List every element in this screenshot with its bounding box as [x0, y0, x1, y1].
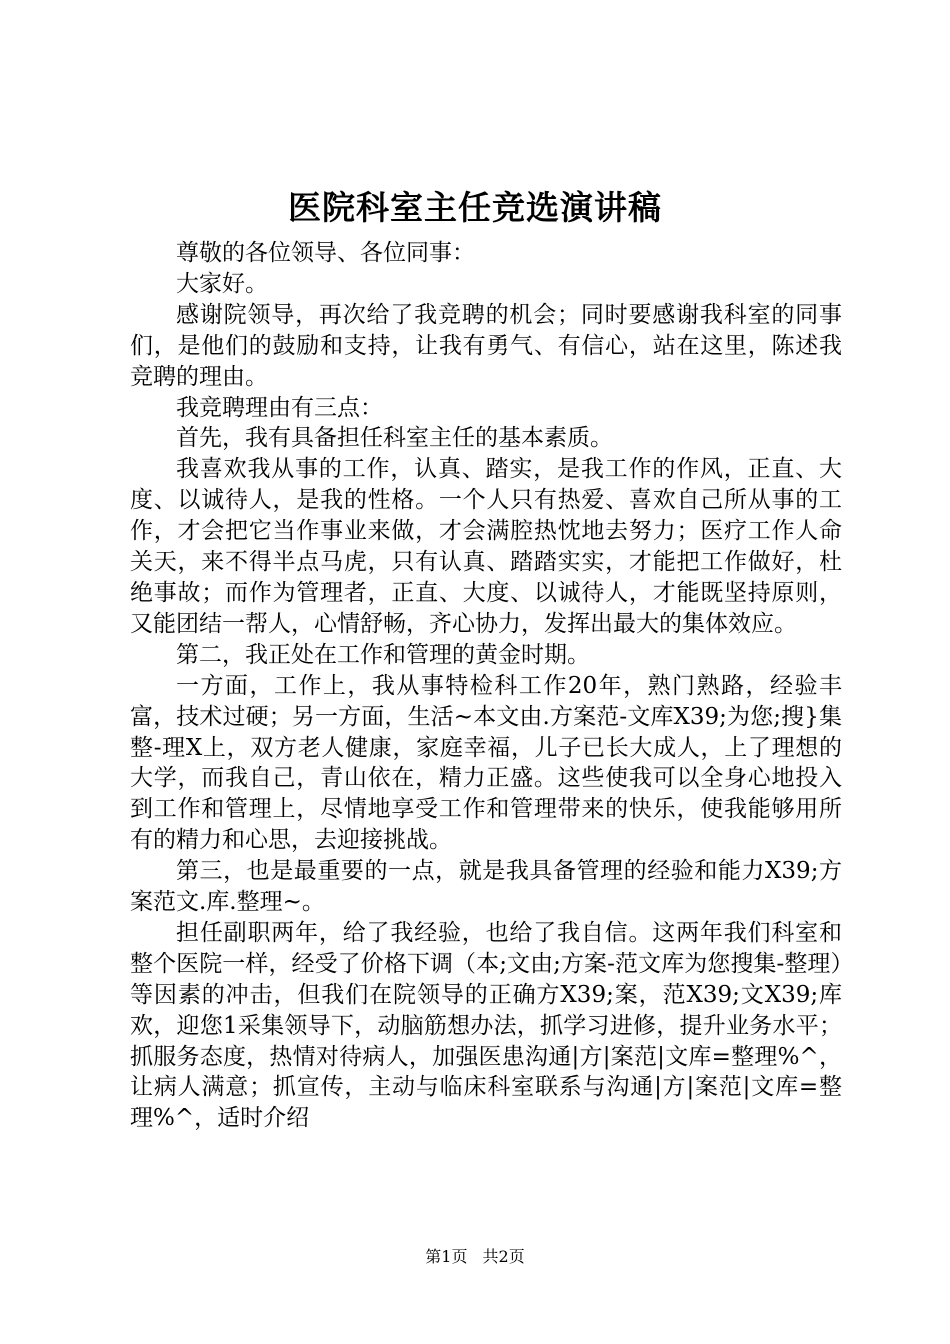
- page-footer: [0, 1246, 950, 1268]
- paragraph-third-point: 第三，也是最重要的一点，就是我具备管理的经验和能力X39;方案范文.库.整理~。: [130, 858, 842, 916]
- paragraph-second-point: 第二，我正处在工作和管理的黄金时期。: [176, 641, 590, 668]
- document-body: [130, 238, 842, 1134]
- paragraph-salutation: 尊敬的各位领导、各位同事：: [176, 240, 475, 266]
- page-title: 医院科室主任竞选演讲稿: [288, 188, 662, 227]
- paragraph-thanks: 感谢院领导，再次给了我竞聘的机会；同时要感谢我科室的同事们，是他们的鼓励和支持，让我有勇气、有信心，站在这里，陈述我竞聘的理由。: [130, 301, 842, 390]
- paragraph-first-point: 首先，我有具备担任科室主任的基本素质。: [176, 425, 613, 452]
- page-count: 共2页: [482, 1247, 525, 1266]
- page-number: 第1页: [425, 1247, 468, 1266]
- paragraph-reasons-intro: 我竞聘理由有三点：: [176, 394, 383, 421]
- paragraph-third-detail: 担任副职两年，给了我经验，也给了我自信。这两年我们科室和整个医院一样，经受了价格下调（本;文由;方案-范文库为您搜集-整理）等因素的冲击，但我们在院领导的正确方X39;案，范X39;文X39;库欢，迎您1采集领导下，动脑筋想办法，抓学习进修，提升业务水平；抓服务态度，热情对待病人，加强医患沟通|方|案范|文库=整理%^，让病人满意；抓宣传，主动与临床科室联系与沟通|方|案范|文库=整理%^，适时介绍: [130, 919, 842, 1132]
- paragraph-second-detail: 一方面，工作上，我从事特检科工作20年，熟门熟路，经验丰富，技术过硬；另一方面，生活~本文由.方案范-文库X39;为您;搜}集整-理X上，双方老人健康，家庭幸福，儿子已长大成人，上了理想的大学，而我自己，青山依在，精力正盛。这些使我可以全身心地投入到工作和管理上，尽情地享受工作和管理带来的快乐，使我能够用所有的精力和心思，去迎接挑战。: [130, 672, 842, 854]
- paragraph-greeting: 大家好。: [176, 270, 268, 297]
- paragraph-first-detail: 我喜欢我从事的工作，认真、踏实，是我工作的作风，正直、大度、以诚待人，是我的性格。一个人只有热爱、喜欢自己所从事的工作，才会把它当作事业来做，才会满腔热忱地去努力；医疗工作人命关天，来不得半点马虎，只有认真、踏踏实实，才能把工作做好，杜绝事故；而作为管理者，正直、大度、以诚待人，才能既坚持原则，又能团结一帮人，心情舒畅，齐心协力，发挥出最大的集体效应。: [130, 456, 842, 637]
